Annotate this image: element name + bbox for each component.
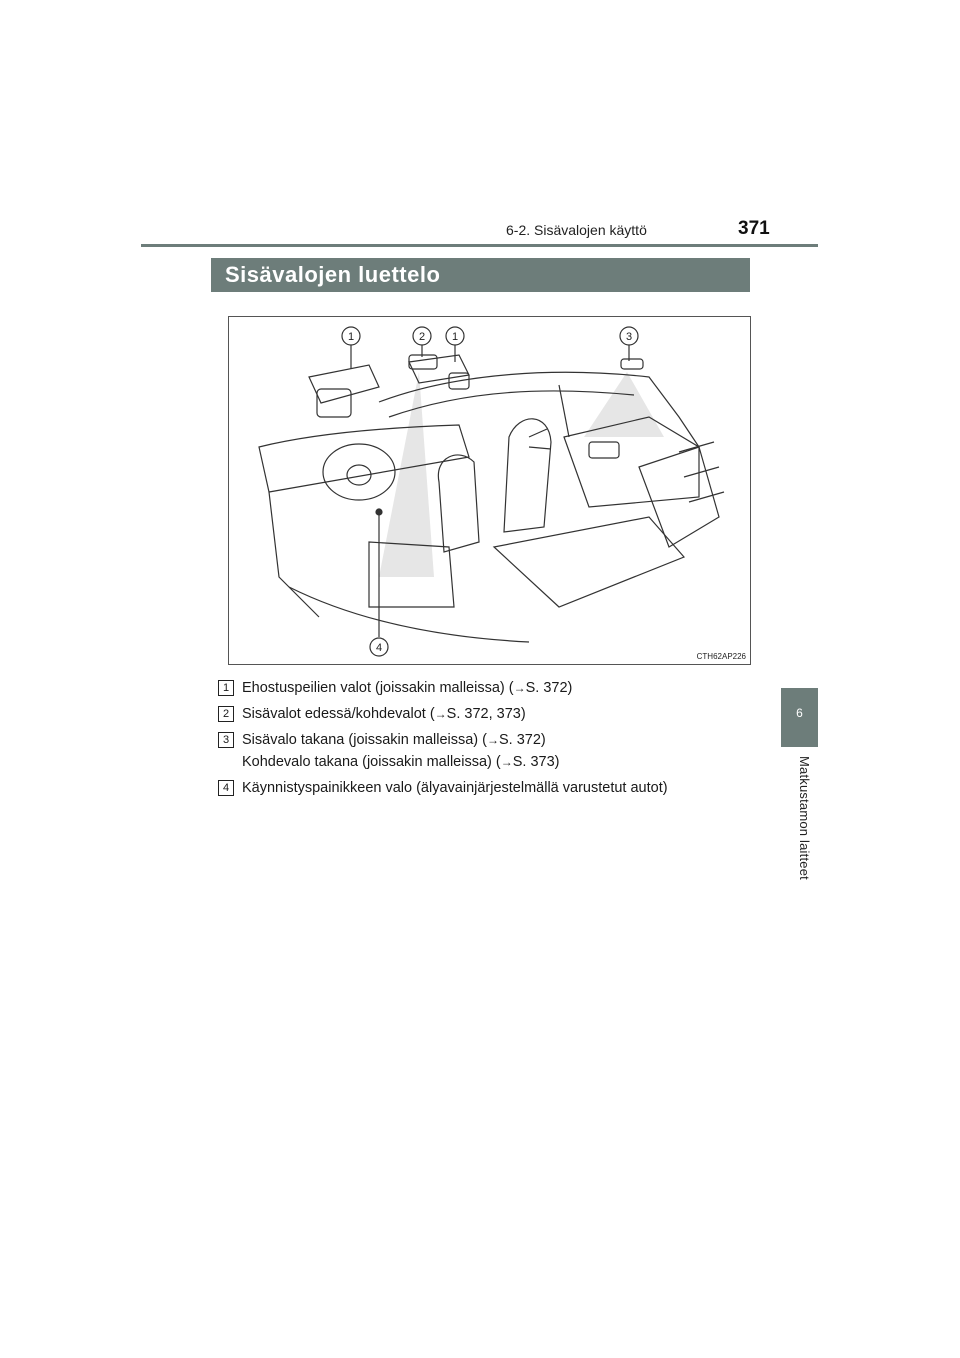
item-text: Ehostuspeilien valot (joissakin malleissa) (→S. 372) — [242, 680, 573, 696]
list-item — [218, 729, 778, 773]
page-number: 371 — [738, 218, 770, 239]
car-interior-illustration — [228, 316, 751, 665]
chapter-label: Matkustamon laitteet — [797, 756, 812, 880]
chapter-tab[interactable] — [781, 688, 818, 747]
header-divider — [141, 244, 818, 247]
list-item — [218, 703, 778, 725]
list-item — [218, 777, 778, 799]
item-number: 4 — [218, 780, 234, 796]
page-title: Sisävalojen luettelo — [225, 262, 441, 287]
item-text: Käynnistyspainikkeen valo (älyavainjärjestelmällä varustetut autot) — [242, 780, 668, 796]
arrow-icon: → — [434, 707, 447, 721]
arrow-icon: → — [487, 733, 499, 747]
arrow-icon: → — [500, 755, 513, 769]
figure-code: CTH62AP226 — [696, 652, 746, 661]
item-number: 3 — [218, 732, 234, 748]
list-item — [218, 677, 778, 699]
item-text: Kohdevalo takana (joissakin malleissa) (→S. 373) — [242, 754, 560, 770]
callout-1: 1 — [347, 331, 355, 343]
callout-2: 2 — [418, 331, 426, 343]
lights-list — [218, 677, 778, 803]
section-title-bar — [211, 258, 750, 292]
callout-1b: 1 — [451, 331, 459, 343]
callout-3: 3 — [625, 331, 633, 343]
item-text: Sisävalo takana (joissakin malleissa) (→S. 372) — [242, 732, 546, 748]
section-header: 6-2. Sisävalojen käyttö — [506, 222, 647, 238]
item-number: 1 — [218, 680, 234, 696]
arrow-icon: → — [513, 681, 526, 695]
chapter-number: 6 — [796, 706, 803, 720]
item-text: Sisävalot edessä/kohdevalot (→S. 372, 373) — [242, 706, 526, 722]
callout-4: 4 — [375, 642, 383, 654]
item-number: 2 — [218, 706, 234, 722]
car-interior-drawing — [229, 317, 750, 664]
